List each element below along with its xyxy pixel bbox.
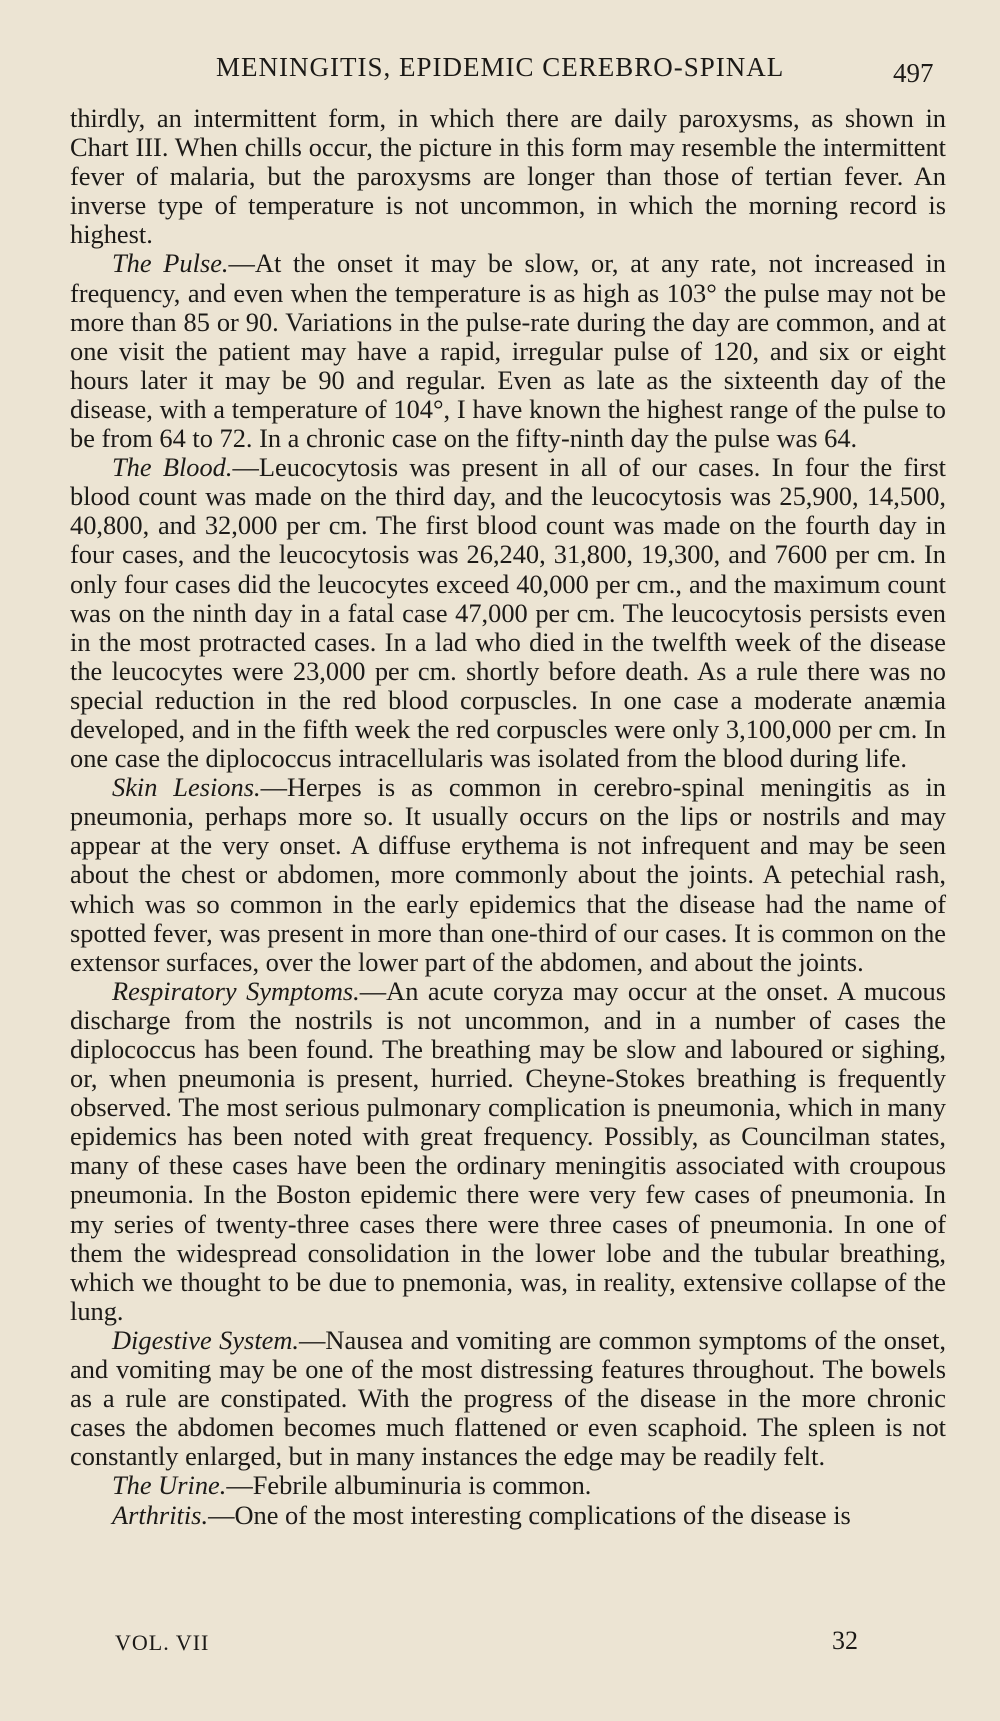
paragraph-intermittent-form — [70, 104, 946, 249]
paragraph-text: —Febrile albuminuria is common. — [226, 1470, 592, 1501]
section-heading-digestive: Digestive System. — [112, 1324, 300, 1355]
page-number: 497 — [893, 58, 934, 88]
section-heading-pulse: The Pulse. — [112, 248, 229, 279]
footer-volume: VOL. VII — [115, 1630, 210, 1655]
paragraph-respiratory — [70, 977, 946, 1326]
section-heading-blood: The Blood. — [112, 452, 233, 483]
paragraph-digestive — [70, 1326, 946, 1471]
paragraph-blood — [70, 453, 946, 773]
paragraph-text: —One of the most interesting complications of the disease is — [208, 1499, 851, 1530]
body-text — [70, 104, 946, 1530]
paragraph-arthritis — [70, 1501, 946, 1530]
paragraph-pulse — [70, 249, 946, 453]
section-heading-skin-lesions: Skin Lesions. — [112, 772, 261, 803]
footer-signature-mark: 32 — [832, 1626, 858, 1655]
paragraph-text: —Herpes is as common in cerebro-spinal meningitis as in pneumonia, perhaps more so. It usually occurs on the lips or nostrils and may appear at the very onset. A diffuse erythema is not infrequent and may be seen about the chest or abdomen, more commonly about the joints. A petechial rash, which was so common in the early epidemics that the disease had the name of spotted fever, was present in more than one-third of our cases. It is common on the extensor surfaces, over the lower part of the abdomen, and about the joints. — [70, 772, 946, 977]
paragraph-text: —An acute coryza may occur at the onset. A mucous discharge from the nostrils is not uncommon, and in a number of cases the diplococcus has been found. The breathing may be slow and laboured or sighing, or, when pneumonia is present, hurried. Cheyne-Stokes breathing is frequently observed. The most serious pulmonary complication is pneumonia, which in many epidemics has been noted with great frequency. Possibly, as Councilman states, many of these cases have been the ordinary meningitis associated with croupous pneumonia. In the Boston epidemic there were very few cases of pneumonia. In my series of twenty-three cases there were three cases of pneumonia. In one of them the widespread consolidation in the lower lobe and the tubular breathing, which we thought to be due to pnemonia, was, in reality, extensive collapse of the lung. — [70, 975, 947, 1326]
paragraph-text: thirdly, an intermittent form, in which there are daily paroxysms, as shown in Chart III. When chills occur, the picture in this form may resemble the intermittent fever of malaria, but the paroxysms are longer than those of tertian fever. An inverse type of temperature is not uncommon, in which the morning record is highest. — [70, 103, 946, 250]
paragraph-text: —Leucocytosis was present in all of our cases. In four the first blood count was made on the third day, and the leucocytosis was 25,900, 14,500, 40,800, and 32,000 per cm. The first blood count was made on the fourth day in four cases, and the leucocytosis was 26,240, 31,800, 19,300, and 7600 per cm. In only four cases did the leucocytes exceed 40,000 per cm., and the maximum count was on the ninth day in a fatal case 47,000 per cm. The leucocytosis persists even in the most protracted cases. In a lad who died in the twelfth week of the disease the leucocytes were 23,000 per cm. shortly before death. As a rule there was no special reduction in the red blood corpuscles. In one case a moderate anæmia developed, and in the fifth week the red corpuscles were only 3,100,000 per cm. In one case the diplococcus intracellularis was isolated from the blood during life. — [70, 452, 946, 774]
paragraph-urine — [70, 1471, 946, 1500]
paragraph-text: —At the onset it may be slow, or, at any rate, not increased in frequency, and even when the temperature is as high as 103° the pulse may not be more than 85 or 90. Variations in the pulse-rate during the day are common, and at one visit the patient may have a rapid, irregular pulse of 120, and six or eight hours later it may be 90 and regular. Even as late as the sixteenth day of the disease, with a temperature of 104°, I have known the highest range of the pulse to be from 64 to 72. In a chronic case on the fifty-ninth day the pulse was 64. — [70, 248, 946, 454]
section-heading-urine: The Urine. — [112, 1470, 227, 1501]
paragraph-text: —Nausea and vomiting are common symptoms of the onset, and vomiting may be one of the most distressing features throughout. The bowels as a rule are constipated. With the progress of the disease in the more chronic cases the abdomen becomes much flattened or even scaphoid. The spleen is not constantly enlarged, but in many instances the edge may be readily felt. — [70, 1324, 946, 1472]
section-heading-respiratory: Respiratory Symptoms. — [112, 975, 360, 1006]
section-heading-arthritis: Arthritis. — [112, 1499, 209, 1530]
running-head: MENINGITIS, EPIDEMIC CEREBRO-SPINAL — [216, 52, 785, 82]
paragraph-skin-lesions — [70, 773, 946, 977]
